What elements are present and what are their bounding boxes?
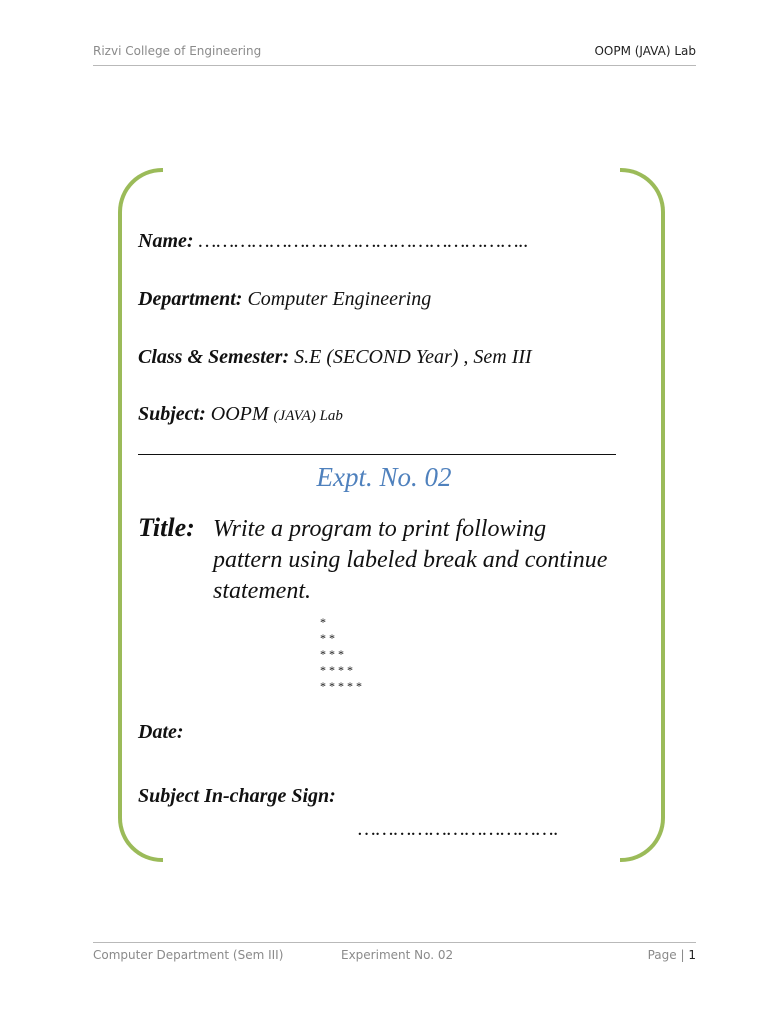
footer-page-label: Page | <box>647 948 685 962</box>
subject-line <box>138 403 343 426</box>
footer-department: Computer Department (Sem III) <box>93 948 284 962</box>
department-value: Computer Engineering <box>247 288 432 310</box>
star-pattern <box>320 614 362 694</box>
pattern-row: * * * * * <box>320 679 362 693</box>
class-label: Class & Semester: <box>138 346 290 368</box>
name-label: Name: <box>138 230 194 252</box>
subject-label: Subject: <box>138 403 206 425</box>
title-text: Write a program to print following pattern using labeled break and continue statement. <box>213 516 608 604</box>
date-line <box>138 721 184 744</box>
experiment-number: Expt. No. 02 <box>316 462 452 492</box>
department-line <box>138 288 431 311</box>
header-college: Rizvi College of Engineering <box>93 44 262 58</box>
sign-label: Subject In-charge Sign: <box>138 785 336 807</box>
header-lab: OOPM (JAVA) Lab <box>594 44 696 58</box>
class-line <box>138 346 532 369</box>
class-value: S.E (SECOND Year) , Sem III <box>294 346 532 368</box>
date-label: Date: <box>138 721 184 743</box>
signature-dots: ……………………………. <box>358 818 559 840</box>
pattern-row: * * <box>320 631 335 645</box>
sign-line <box>138 785 336 808</box>
header-rule <box>93 65 696 66</box>
footer-rule <box>93 942 696 943</box>
subject-value: OOPM <box>210 403 269 425</box>
right-brace-frame <box>620 168 665 862</box>
footer-page-number: 1 <box>688 948 696 962</box>
pattern-row: * * * <box>320 647 344 661</box>
name-value: ……………………………………………….. <box>198 230 529 252</box>
department-label: Department: <box>138 288 243 310</box>
separator-line <box>138 454 616 455</box>
title-label: Title: <box>138 513 195 542</box>
footer-page <box>648 948 696 962</box>
pattern-row: * * * * <box>320 663 353 677</box>
subject-value-small: (JAVA) Lab <box>273 408 343 424</box>
name-line <box>138 230 529 253</box>
pattern-row: * <box>320 615 326 629</box>
footer-experiment: Experiment No. 02 <box>341 948 454 962</box>
